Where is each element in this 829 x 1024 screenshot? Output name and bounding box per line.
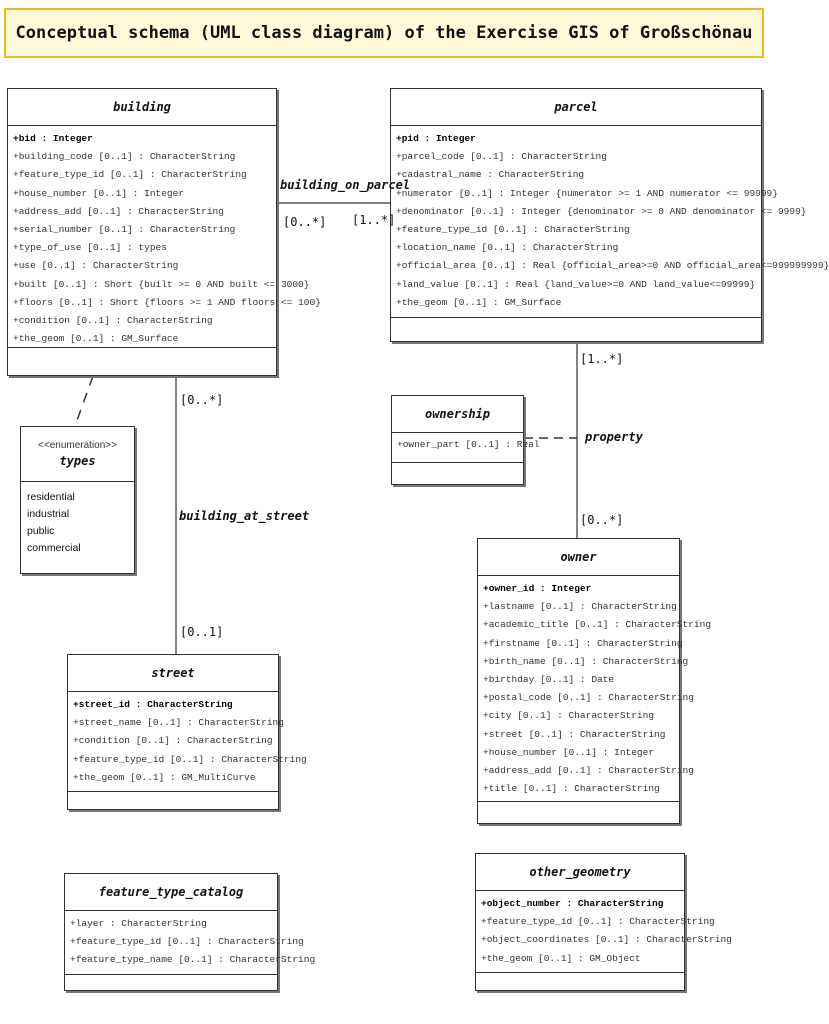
class-owner-name: owner: [560, 550, 597, 564]
mult-building-on-parcel-parcel: [1..*]: [352, 213, 396, 227]
attribute: +denominator [0..1] : Integer {denominator >= 0 AND denominator <= 9999}: [396, 205, 807, 217]
attribute: +cadastral_name : CharacterString: [396, 169, 585, 181]
attribute: +condition [0..1] : CharacterString: [73, 735, 273, 747]
attribute: +academic_title [0..1] : CharacterString: [483, 619, 712, 631]
mult-building-on-parcel-building: [0..*]: [283, 215, 327, 229]
class-parcel-attributes: [391, 126, 829, 318]
assoc-building-on-parcel-label: building_on_parcel: [280, 178, 411, 192]
enum-literal: industrial: [27, 508, 70, 520]
attribute: +location_name [0..1] : CharacterString: [396, 242, 619, 254]
attribute: +the_geom [0..1] : GM_MultiCurve: [73, 771, 256, 783]
class-ownership-header: [392, 396, 523, 433]
mult-building-at-street-building: [0..*]: [180, 393, 224, 407]
attribute: +the_geom [0..1] : GM_Object: [481, 952, 641, 964]
attribute: +street_id : CharacterString: [73, 699, 233, 710]
class-other-geometry-attributes: [476, 891, 732, 973]
class-ownership-name: ownership: [424, 407, 491, 421]
mult-property-parcel: [1..*]: [580, 352, 624, 366]
class-street-name: street: [151, 666, 195, 680]
attribute: +object_coordinates [0..1] : CharacterString: [481, 934, 732, 946]
attribute: +title [0..1] : CharacterString: [483, 783, 660, 795]
class-types-stereotype: <<enumeration>>: [38, 440, 117, 451]
mult-building-at-street-street: [0..1]: [180, 625, 224, 639]
attribute: +street [0..1] : CharacterString: [483, 728, 666, 740]
attribute: +address_add [0..1] : CharacterString: [13, 205, 224, 217]
attribute: +birthday [0..1] : Date: [483, 674, 615, 686]
class-building: [7, 88, 321, 376]
attribute: +official_area [0..1] : Real {official_area>=0 AND official_area<=999999999}: [396, 260, 829, 272]
class-parcel-name: parcel: [554, 100, 598, 114]
class-street-attributes: [68, 692, 307, 792]
class-parcel-header: [391, 89, 761, 126]
types-dependency-dash: [75, 376, 93, 426]
assoc-building-at-street-label: building_at_street: [179, 509, 310, 523]
attribute: +feature_type_id [0..1] : CharacterString: [481, 916, 715, 928]
class-building-name: building: [113, 100, 171, 114]
attribute: +feature_type_name [0..1] : CharacterString: [70, 954, 316, 966]
class-feature-type-catalog-name: feature_type_catalog: [98, 885, 244, 899]
attribute: +object_number : CharacterString: [481, 898, 664, 909]
class-parcel: [390, 88, 829, 342]
attribute: +use [0..1] : CharacterString: [13, 260, 179, 272]
class-building-header: [8, 89, 276, 126]
attribute: +parcel_code [0..1] : CharacterString: [396, 151, 607, 163]
attribute: +house_number [0..1] : Integer: [13, 187, 185, 199]
attribute: +building_code [0..1] : CharacterString: [13, 151, 236, 163]
attribute: +built [0..1] : Short {built >= 0 AND built <= 3000}: [13, 278, 310, 290]
attribute: +street_name [0..1] : CharacterString: [73, 717, 284, 729]
diagram-title: Conceptual schema (UML class diagram) of the Exercise GIS of Großschönau: [15, 23, 753, 43]
attribute: +land_value [0..1] : Real {land_value>=0 AND land_value<=99999}: [396, 278, 756, 290]
class-types-name: types: [59, 454, 96, 468]
attribute: +bid : Integer: [13, 133, 93, 144]
attribute: +feature_type_id [0..1] : CharacterString: [73, 753, 307, 765]
attribute: +the_geom [0..1] : GM_Surface: [13, 333, 179, 345]
attribute: +pid : Integer: [396, 133, 476, 144]
attribute: +firstname [0..1] : CharacterString: [483, 637, 683, 649]
attribute: +house_number [0..1] : Integer: [483, 746, 655, 758]
attribute: +owner_part [0..1] : Real: [397, 439, 540, 450]
class-owner-header: [478, 539, 679, 576]
attribute: +feature_type_id [0..1] : CharacterString: [396, 224, 630, 236]
attribute: +serial_number [0..1] : CharacterString: [13, 224, 236, 236]
enum-literal: commercial: [27, 542, 81, 554]
class-building-attributes: [8, 126, 321, 348]
attribute: +owner_id : Integer: [483, 583, 592, 594]
attribute: +floors [0..1] : Short {floors >= 1 AND floors <= 100}: [13, 296, 321, 308]
class-street: [67, 654, 307, 810]
class-other-geometry-name: other_geometry: [529, 865, 631, 879]
class-other-geometry-header: [476, 854, 684, 891]
enum-literal: public: [27, 525, 55, 537]
attribute: +address_add [0..1] : CharacterString: [483, 765, 694, 777]
attribute: +postal_code [0..1] : CharacterString: [483, 692, 694, 704]
enum-literal: residential: [27, 491, 75, 503]
class-ownership-attributes: [392, 433, 540, 463]
mult-property-owner: [0..*]: [580, 513, 624, 527]
attribute: +feature_type_id [0..1] : CharacterString: [13, 169, 247, 181]
attribute: +condition [0..1] : CharacterString: [13, 315, 213, 327]
attribute: +feature_type_id [0..1] : CharacterString: [70, 936, 304, 948]
attribute: +numerator [0..1] : Integer {numerator >= 1 AND numerator <= 99999}: [396, 187, 778, 199]
class-feature-type-catalog-header: [65, 874, 277, 911]
attribute: +type_of_use [0..1] : types: [13, 242, 167, 254]
class-feature-type-catalog: [64, 873, 316, 991]
assoc-property-label: property: [585, 430, 643, 444]
class-owner-attributes: [478, 576, 712, 802]
attribute: +the_geom [0..1] : GM_Surface: [396, 296, 562, 308]
class-ownership: [391, 395, 540, 485]
class-types-literals: [21, 482, 134, 557]
attribute: +lastname [0..1] : CharacterString: [483, 601, 677, 613]
class-owner: [477, 538, 712, 824]
attribute: +birth_name [0..1] : CharacterString: [483, 655, 689, 667]
class-types: [20, 426, 135, 574]
class-street-header: [68, 655, 278, 692]
class-other-geometry: [475, 853, 732, 991]
class-types-header: [21, 427, 134, 482]
attribute: +layer : CharacterString: [70, 918, 207, 929]
attribute: +city [0..1] : CharacterString: [483, 710, 655, 722]
class-feature-type-catalog-attributes: [65, 911, 316, 975]
